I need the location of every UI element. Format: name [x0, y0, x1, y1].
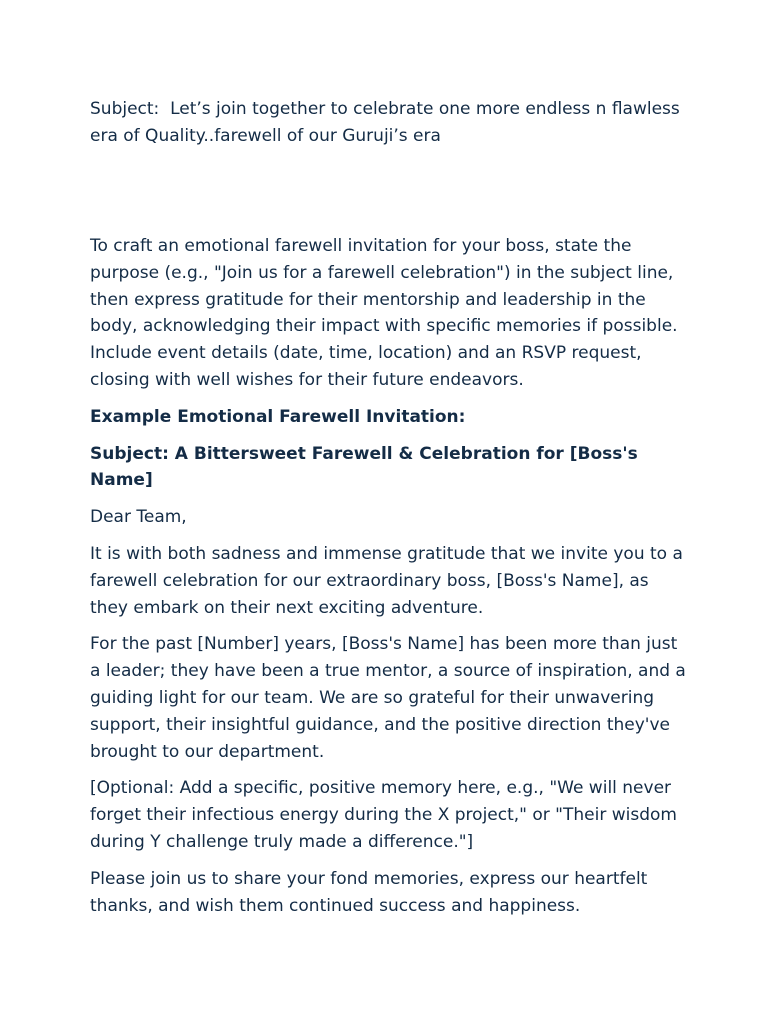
- blank-space: [90, 150, 690, 233]
- body-paragraph-3: [Optional: Add a specific, positive memory here, e.g., "We will never forget their infectious energy during the X project," or "Their wisdom during Y challenge truly made a difference."]: [90, 778, 677, 852]
- body-paragraph-2: For the past [Number] years, [Boss's Name] has been more than just a leader; they have been a true mentor, a source of inspiration, and a guiding light for our team. We are so grateful for their unwavering support, their insightful guidance, and the positive direction they've brought to our department.: [90, 634, 686, 762]
- custom-subject-line: Subject: Let’s join together to celebrate one more endless n flawless era of Quality..farewell of our Guruji’s era: [90, 99, 686, 146]
- body-paragraph-1: It is with both sadness and immense gratitude that we invite you to a farewell celebration for our extraordinary boss, [Boss's Name], as they embark on their next exciting adventure.: [90, 543, 683, 618]
- example-heading: Example Emotional Farewell Invitation:: [90, 406, 466, 427]
- intro-paragraph: To craft an emotional farewell invitation for your boss, state the purpose (e.g., "Join us for a farewell celebration") in the subject line, then express gratitude for their mentorship and leadership in the body, acknowledging their impact with specific memories if possible. Include event details (date, time, location) and an RSVP request, closing with well wishes for their future endeavors.: [90, 236, 678, 390]
- example-subject: Subject: A Bittersweet Farewell & Celebration for [Boss's Name]: [90, 443, 638, 491]
- greeting: Dear Team,: [90, 507, 187, 528]
- document-page: [90, 96, 690, 929]
- body-paragraph-4: Please join us to share your fond memories, express our heartfelt thanks, and wish them continued success and happiness.: [90, 868, 648, 916]
